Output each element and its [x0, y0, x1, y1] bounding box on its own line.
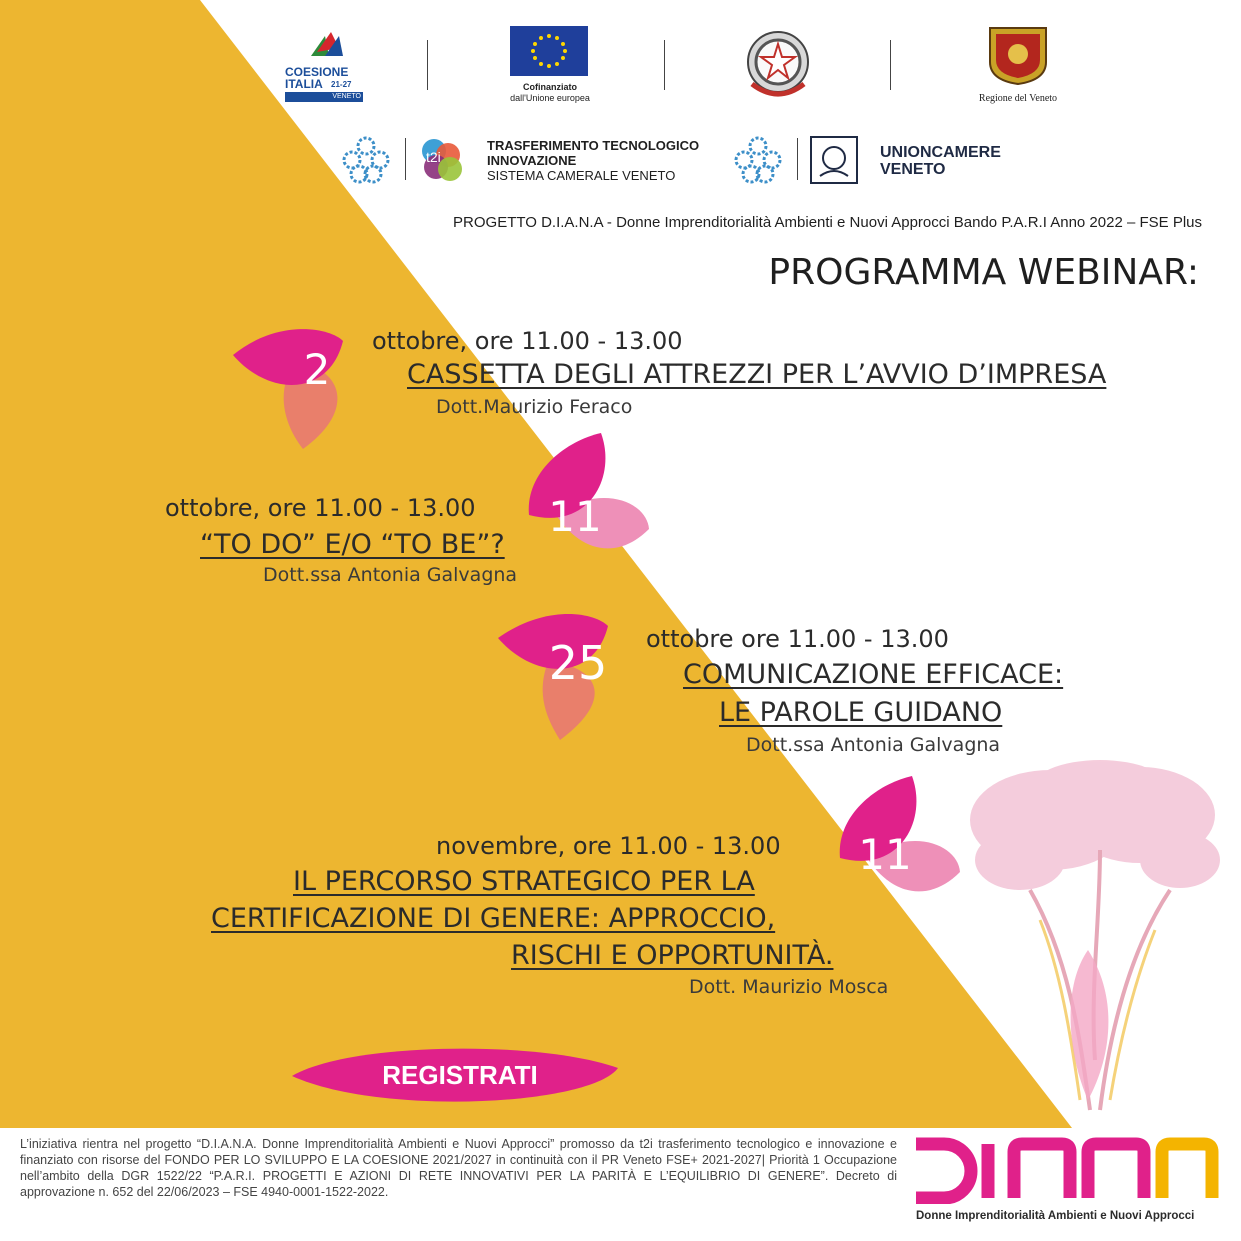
- event-3-speaker: Dott.ssa Antonia Galvagna: [746, 734, 1001, 756]
- event-1-speaker: Dott.Maurizio Feraco: [436, 396, 633, 418]
- diana-logo: [914, 1134, 1224, 1224]
- eu-caption-2: dall'Unione europea: [510, 93, 590, 103]
- diana-tagline: Donne Imprenditorialità Ambienti e Nuovi Approcci: [916, 1210, 1195, 1222]
- regione-veneto-logo: [968, 26, 1068, 106]
- circles-cluster-icon: [340, 136, 392, 184]
- diana-wordmark-icon: [914, 1134, 1219, 1204]
- event-1-day: 2: [303, 345, 331, 394]
- event-3-day: 25: [548, 636, 608, 690]
- footer-disclaimer: L’iniziativa rientra nel progetto “D.I.A.N.A. Donne Imprenditorialità Ambienti e Nuovi Approcci” promosso da t2i trasferimento tecnologico e innovazione e finanziato con risorse del FONDO PER LO SVILUPPO E LA COESIONE 2021/2027 in continuità con il PR Veneto FSE+ 2021-2027| Priorità 1 Occupazione nell’ambito della DGR 1522/22 “P.A.R.I. PROGETTI E AZIONI DI RETE INNOVATIVI PER LA PARITÀ E L’EQUILIBRIO DI GENERE”. Decreto di approvazione n. 652 del 22/06/2023 – FSE 4940-0001-1522-2022.: [20, 1137, 897, 1199]
- event-2-day: 11: [548, 492, 602, 541]
- coesione-line1: COESIONE: [285, 65, 349, 79]
- eu-flag-icon: [510, 26, 588, 76]
- event-3-title-line1: COMUNICAZIONE EFFICACE:: [683, 659, 1064, 690]
- t2i-mark-text: t2i: [426, 149, 441, 165]
- event-4-title-line2: CERTIFICAZIONE DI GENERE: APPROCCIO,: [211, 903, 776, 934]
- camera-commercio-logo-2: [732, 136, 784, 189]
- logo-divider: [797, 138, 798, 180]
- repubblica-italiana-emblem: [740, 26, 820, 106]
- event-3-date: ottobre ore 11.00 - 13.00: [646, 625, 949, 653]
- register-button-label: REGISTRATI: [382, 1060, 538, 1090]
- event-4-speaker: Dott. Maurizio Mosca: [689, 976, 889, 998]
- t2i-line1: TRASFERIMENTO TECNOLOGICO: [487, 138, 700, 153]
- logo-divider: [664, 40, 665, 90]
- t2i-line3: SISTEMA CAMERALE VENETO: [487, 168, 676, 183]
- page-heading: PROGRAMMA WEBINAR:: [768, 252, 1199, 293]
- event-4-date: novembre, ore 11.00 - 13.00: [436, 832, 781, 860]
- logo-divider: [427, 40, 428, 90]
- t2i-mark-icon: [416, 135, 466, 185]
- regione-caption: Regione del Veneto: [978, 93, 1058, 104]
- project-line: PROGETTO D.I.A.N.A - Donne Imprenditorialità Ambienti e Nuovi Approcci Bando P.A.R.I Anno 2022 – FSE Plus: [453, 214, 1202, 231]
- event-4-title-line1: IL PERCORSO STRATEGICO PER LA: [293, 866, 755, 897]
- camera-commercio-logo: [340, 136, 392, 189]
- logo-divider: [890, 40, 891, 90]
- event-3-title-line2: LE PAROLE GUIDANO: [719, 697, 1003, 728]
- event-1-date: ottobre, ore 11.00 - 13.00: [372, 327, 683, 355]
- unioncamere-line2: VENETO: [880, 161, 946, 178]
- coesione-italia-logo: [285, 26, 365, 106]
- lion-seal-icon: [810, 136, 858, 184]
- diana-wordmark-text: [914, 1134, 915, 1135]
- eu-caption-1: Cofinanziato: [523, 82, 577, 92]
- logo-divider: [405, 138, 406, 180]
- event-2-speaker: Dott.ssa Antonia Galvagna: [263, 564, 518, 586]
- italian-emblem-icon: [740, 26, 816, 102]
- register-button[interactable]: [290, 1046, 620, 1111]
- blossom-tree-illustration: [960, 760, 1230, 1120]
- t2i-logo: [416, 135, 466, 185]
- event-2-date: ottobre, ore 11.00 - 13.00: [165, 494, 476, 522]
- event-1-title: CASSETTA DEGLI ATTREZZI PER L’AVVIO D’IMPRESA: [407, 359, 1107, 390]
- coesione-years: 21-27: [331, 80, 352, 89]
- coesione-region: VENETO: [285, 92, 363, 102]
- lion-shield-icon: [988, 26, 1048, 86]
- event-2-title: “TO DO” E/O “TO BE”?: [200, 529, 505, 560]
- event-4-title-line3: RISCHI E OPPORTUNITÀ.: [511, 940, 834, 971]
- t2i-line2: INNOVAZIONE: [487, 153, 577, 168]
- eu-logo: [505, 26, 595, 106]
- unioncamere-line1: UNIONCAMERE: [880, 144, 1001, 161]
- unioncamere-lion-icon: [810, 136, 858, 189]
- circles-cluster-icon: [732, 136, 784, 184]
- coesione-mark-icon: [295, 26, 355, 66]
- event-4-day: 11: [858, 830, 912, 879]
- coesione-line2: ITALIA: [285, 77, 323, 91]
